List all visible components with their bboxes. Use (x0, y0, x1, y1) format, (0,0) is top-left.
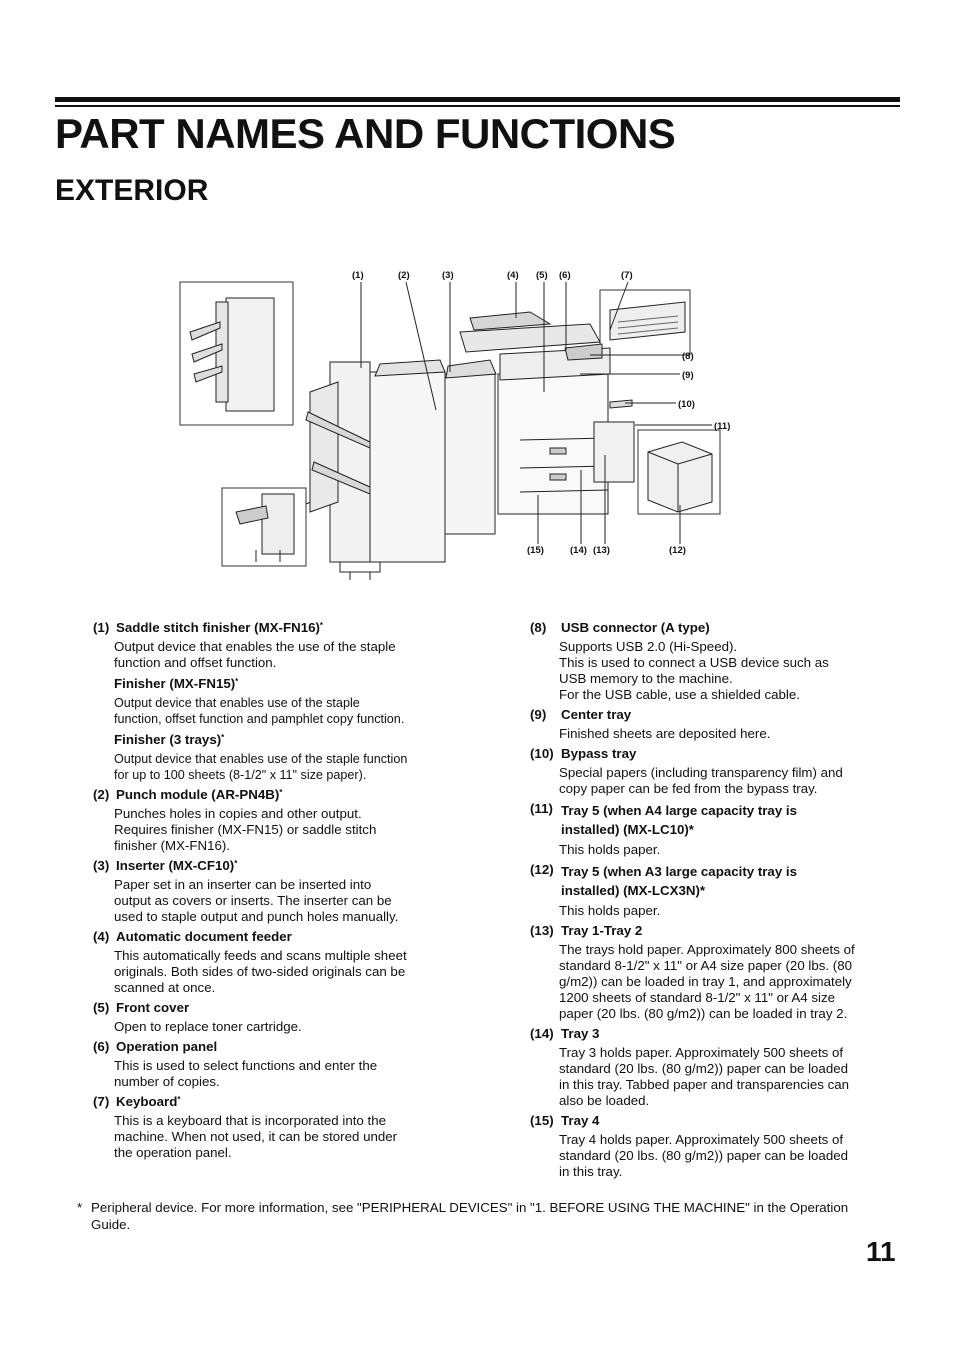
item-title: Punch module (AR-PN4B) (116, 787, 280, 802)
item-title: Bypass tray (561, 746, 637, 761)
sub-title: Finisher (MX-FN15) (114, 676, 236, 691)
item-title: USB connector (A type) (561, 620, 710, 635)
item-6 (93, 1039, 438, 1090)
callout-14: (14) (570, 545, 587, 556)
item-title: Automatic document feeder (116, 929, 292, 944)
peripheral-mark: * (177, 1095, 181, 1104)
item-11 (530, 801, 880, 858)
peripheral-mark: * (319, 621, 324, 630)
item-num: (14) (530, 1026, 554, 1041)
item-4 (93, 929, 438, 996)
sub-desc: Output device that enables use of the staple function for up to 100 sheets (8-1/2" x 11" size paper). (114, 752, 408, 782)
item-desc: Special papers (including transparency film) and copy paper can be fed from the bypass tray. (559, 765, 843, 796)
item-14 (530, 1026, 880, 1109)
footnote-mark: * (77, 1200, 83, 1215)
item-title: Operation panel (116, 1039, 218, 1054)
item-title: Tray 1-Tray 2 (561, 923, 643, 938)
item-1 (93, 620, 438, 783)
page-title: PART NAMES AND FUNCTIONS (55, 110, 676, 157)
item-num: (4) (93, 929, 110, 944)
item-num: (12) (530, 862, 554, 877)
item-desc: Tray 3 holds paper. Approximately 500 sheets of standard (20 lbs. (80 g/m2)) paper can be loaded in this tray. Tabbed paper and transparencies can also be loaded. (559, 1045, 850, 1108)
footnote (77, 1199, 867, 1233)
item-desc: Output device that enables the use of the staple function and offset function. (114, 639, 396, 670)
item-8 (530, 620, 880, 703)
item-num: (11) (530, 801, 553, 816)
item-title: Tray 5 (when A4 large capacity tray is installed) (MX-LC10)* (561, 803, 798, 837)
callout-11: (11) (714, 421, 731, 432)
item-title: Tray 4 (561, 1113, 600, 1128)
item-9 (530, 707, 880, 742)
callout-13: (13) (593, 545, 610, 556)
item-desc: Supports USB 2.0 (Hi-Speed). This is used to connect a USB device such as USB memory to the machine. For the USB cable, use a shielded cable. (559, 639, 829, 702)
callout-7: (7) (621, 270, 633, 281)
item-desc: Tray 4 holds paper. Approximately 500 sheets of standard (20 lbs. (80 g/m2)) paper can be loaded in this tray. (559, 1132, 849, 1179)
sub-item-finisher-fn15 (114, 676, 438, 727)
item-desc: Punches holes in copies and other output. Requires finisher (MX-FN15) or saddle stitch finisher (MX-FN16). (114, 806, 377, 853)
item-num: (8) (530, 620, 547, 635)
item-desc: Open to replace toner cartridge. (114, 1019, 302, 1034)
peripheral-mark: * (221, 733, 225, 742)
peripheral-mark: * (234, 859, 238, 868)
callout-1: (1) (352, 270, 364, 281)
item-num: (7) (93, 1094, 110, 1109)
item-desc: This automatically feeds and scans multiple sheet originals. Both sides of two-sided originals can be scanned at once. (114, 948, 407, 995)
item-desc: Paper set in an inserter can be inserted into output as covers or inserts. The inserter can be used to staple output and punch holes manually. (114, 877, 399, 924)
item-title: Saddle stitch finisher (MX-FN16) (116, 620, 320, 635)
callout-9: (9) (682, 370, 694, 381)
item-5 (93, 1000, 438, 1035)
sub-title: Finisher (3 trays) (114, 732, 222, 747)
callout-10: (10) (678, 399, 695, 410)
page-number: 11 (866, 1236, 896, 1267)
peripheral-mark: * (235, 677, 239, 686)
item-title: Keyboard (116, 1094, 178, 1109)
item-2 (93, 787, 438, 854)
peripheral-mark: * (279, 788, 283, 797)
item-12 (530, 862, 880, 919)
callout-4: (4) (507, 270, 519, 281)
sub-item-finisher-3-trays (114, 732, 438, 783)
item-num: (15) (530, 1113, 554, 1128)
item-num: (2) (93, 787, 110, 802)
item-13 (530, 923, 880, 1022)
footnote-text: Peripheral device. For more information, see "PERIPHERAL DEVICES" in "1. BEFORE USING THE MACHINE" in the Operation Guide. (91, 1200, 849, 1232)
callout-8: (8) (682, 351, 694, 362)
item-desc: This holds paper. (559, 903, 661, 918)
item-15 (530, 1113, 880, 1180)
item-title: Front cover (116, 1000, 190, 1015)
right-column (530, 620, 880, 1184)
callout-layer (0, 0, 954, 600)
item-desc: Finished sheets are deposited here. (559, 726, 771, 741)
item-num: (9) (530, 707, 547, 722)
item-desc: The trays hold paper. Approximately 800 sheets of standard 8-1/2" x 11" or A4 size paper (20 lbs. (80 g/m2)) can be loaded in tray 1, and approximately 1200 sheets of standard 8-1/2" x 11" or A4 size paper (20 lbs. (80 g/m2)) can be loaded in tray 2. (559, 942, 855, 1021)
callout-6: (6) (559, 270, 571, 281)
callout-12: (12) (669, 545, 686, 556)
item-title: Center tray (561, 707, 632, 722)
item-7 (93, 1094, 438, 1161)
item-num: (3) (93, 858, 110, 873)
callout-15: (15) (527, 545, 544, 556)
item-10 (530, 746, 880, 797)
item-num: (13) (530, 923, 554, 938)
section-title: EXTERIOR (55, 174, 209, 207)
item-num: (6) (93, 1039, 110, 1054)
callout-5: (5) (536, 270, 548, 281)
item-num: (5) (93, 1000, 110, 1015)
item-title: Inserter (MX-CF10) (116, 858, 235, 873)
item-num: (1) (93, 620, 110, 635)
left-column (93, 620, 438, 1165)
item-num: (10) (530, 746, 554, 761)
item-3 (93, 858, 438, 925)
item-title: Tray 5 (when A3 large capacity tray is installed) (MX-LCX3N)* (561, 864, 798, 898)
item-desc: This is a keyboard that is incorporated into the machine. When not used, it can be stored under the operation panel. (114, 1113, 398, 1160)
item-desc: This is used to select functions and enter the number of copies. (114, 1058, 378, 1089)
callout-2: (2) (398, 270, 410, 281)
callout-3: (3) (442, 270, 454, 281)
item-desc: This holds paper. (559, 842, 661, 857)
item-title: Tray 3 (561, 1026, 600, 1041)
sub-desc: Output device that enables use of the staple function, offset function and pamphlet copy function. (114, 696, 405, 726)
